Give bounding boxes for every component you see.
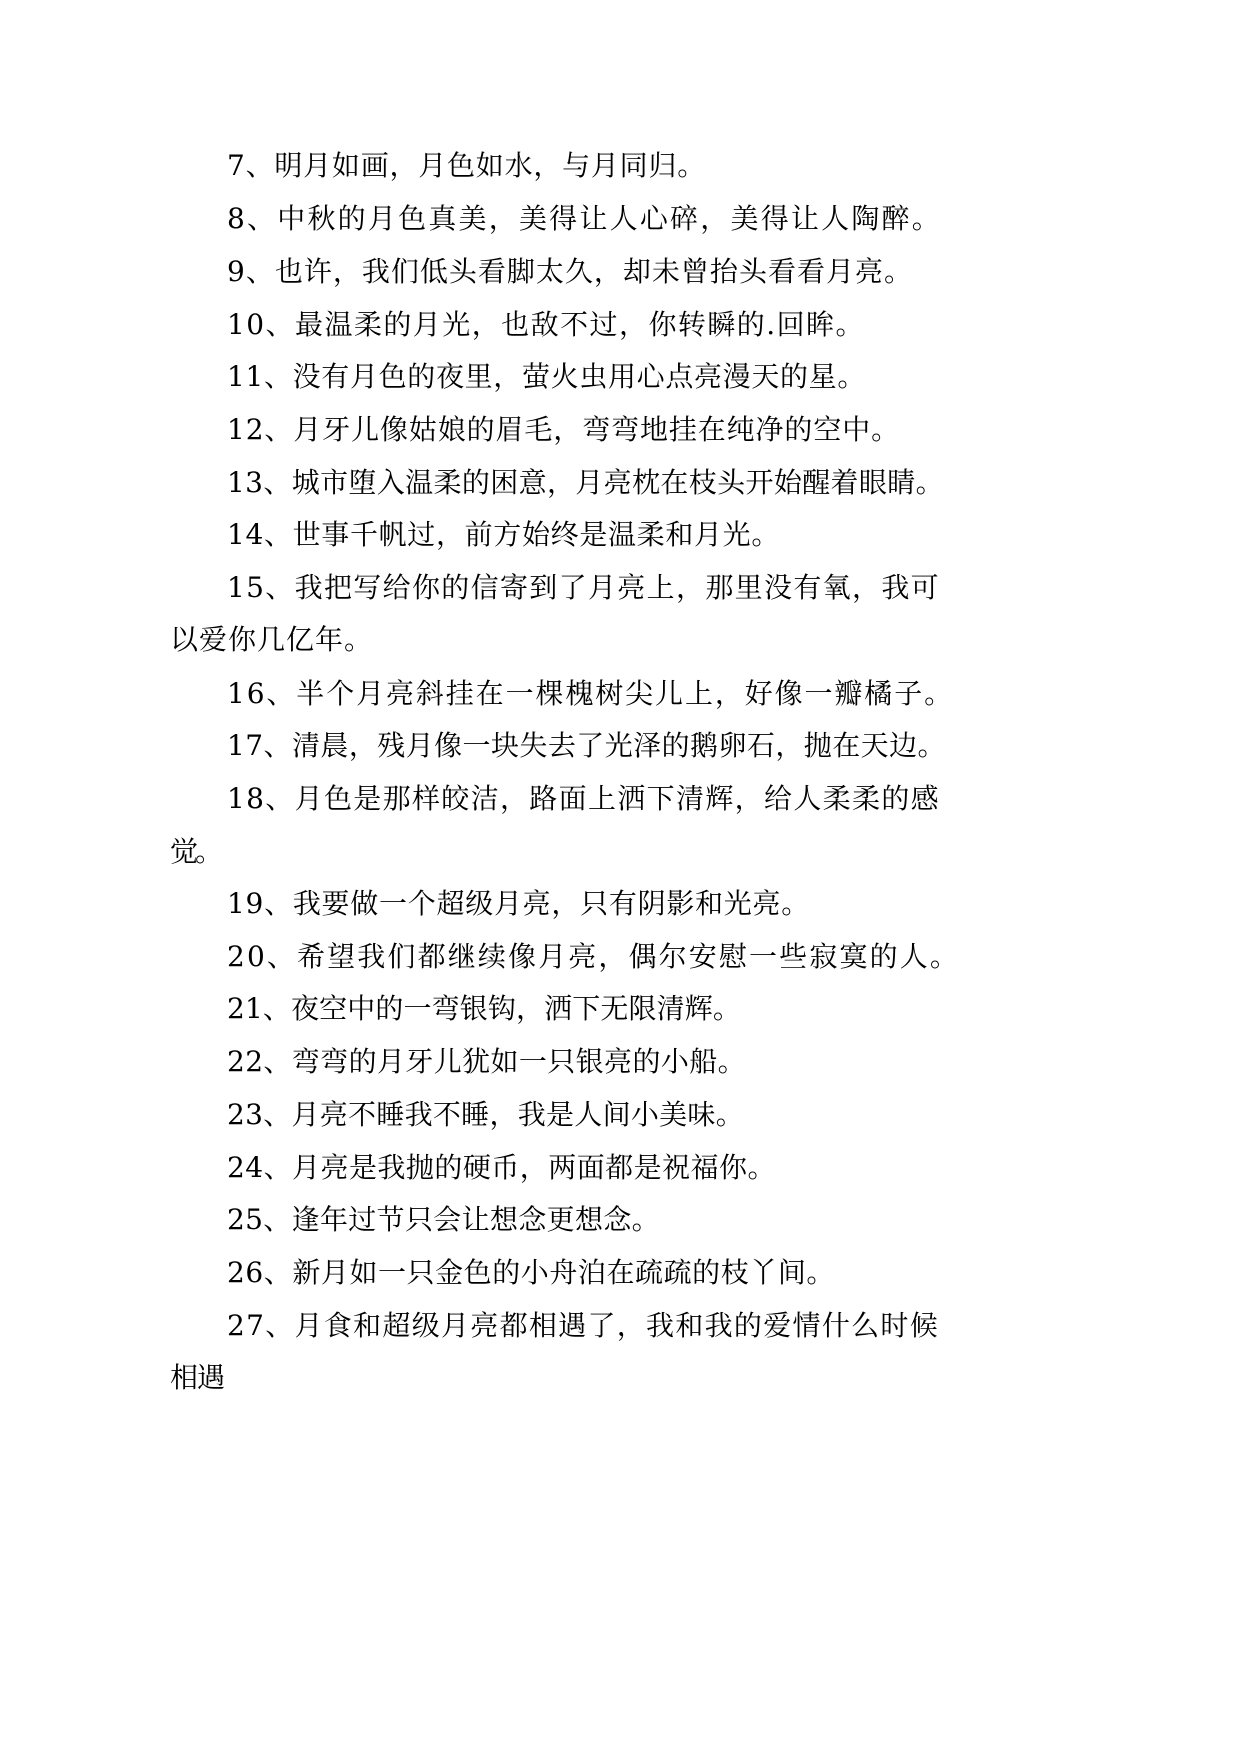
text-line: 19、我要做一个超级月亮，只有阴影和光亮。 [227, 887, 810, 920]
text-line: 17、清晨，残月像一块失去了光泽的鹅卵石，抛在天边。 [227, 729, 946, 762]
text-line: 11、没有月色的夜里，萤火虫用心点亮漫天的星。 [227, 360, 866, 393]
text-line: 26、新月如一只金色的小舟泊在疏疏的枝丫间。 [227, 1256, 835, 1289]
text-line: 25、逢年过节只会让想念更想念。 [227, 1203, 660, 1236]
text-line: 10、最温柔的月光，也敌不过，你转瞬的.回眸。 [227, 308, 865, 341]
text-line: 20、希望我们都继续像月亮，偶尔安慰一些寂寞的人。 [227, 940, 960, 973]
text-line: 16、半个月亮斜挂在一棵槐树尖儿上，好像一瓣橘子。 [227, 677, 954, 710]
text-line: 8、中秋的月色真美，美得让人心碎，美得让人陶醉。 [227, 202, 942, 235]
text-line: 18、月色是那样皎洁，路面上洒下清辉，给人柔柔的感 [227, 782, 940, 815]
text-line: 21、夜空中的一弯银钩，洒下无限清辉。 [227, 992, 741, 1025]
text-line: 12、月牙儿像姑娘的眉毛，弯弯地挂在纯净的空中。 [227, 413, 900, 446]
text-line: 9、也许，我们低头看脚太久，却未曾抬头看看月亮。 [227, 255, 913, 288]
text-line: 15、我把写给你的信寄到了月亮上，那里没有氧，我可 [227, 571, 940, 604]
text-line: 7、明月如画，月色如水，与月同归。 [227, 149, 706, 182]
text-line: 相遇 [170, 1361, 224, 1394]
text-line: 觉。 [170, 835, 220, 868]
text-line: 14、世事千帆过，前方始终是温柔和月光。 [227, 518, 780, 551]
text-line: 23、月亮不睡我不睡，我是人间小美味。 [227, 1098, 744, 1131]
text-line: 13、城市堕入温柔的困意，月亮枕在枝头开始醒着眼睛。 [227, 466, 944, 499]
text-line: 24、月亮是我抛的硬币，两面都是祝福你。 [227, 1151, 776, 1184]
text-line: 27、月食和超级月亮都相遇了，我和我的爱情什么时候 [227, 1309, 939, 1342]
text-line: 22、弯弯的月牙儿犹如一只银亮的小船。 [227, 1045, 746, 1078]
text-line: 以爱你几亿年。 [170, 623, 373, 656]
